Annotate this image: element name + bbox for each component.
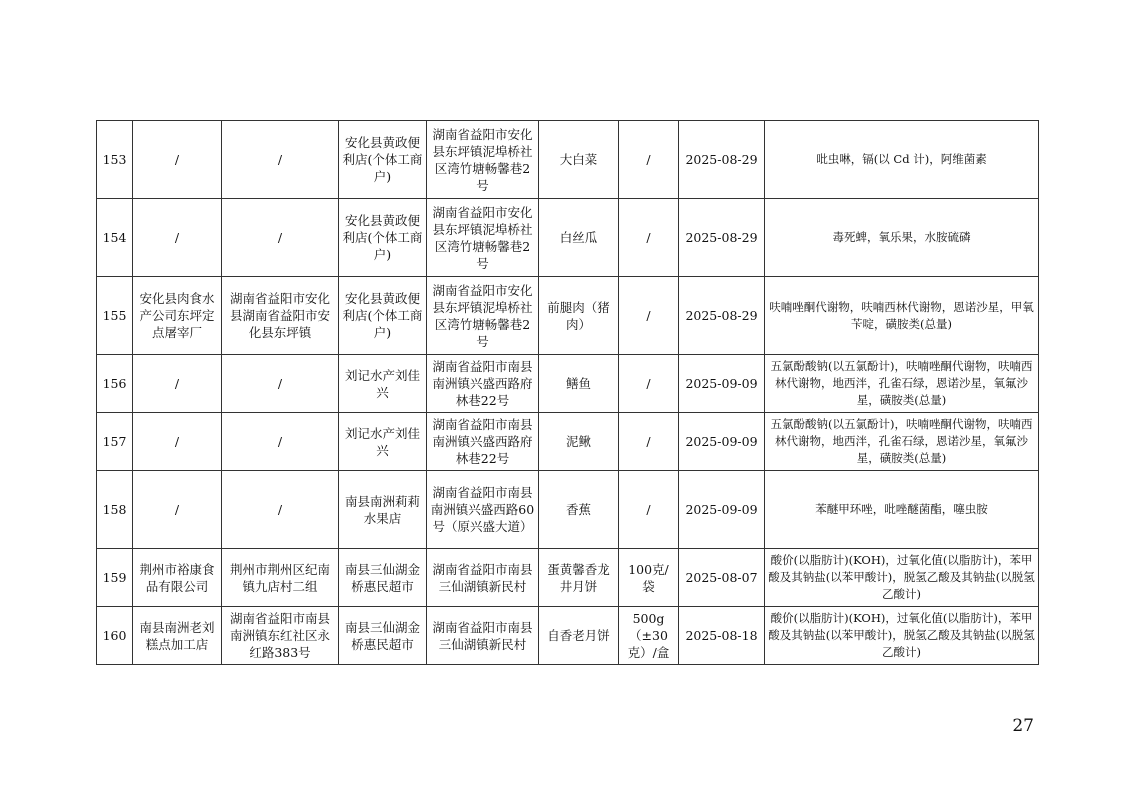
row-number-cell: 160 xyxy=(97,607,133,665)
production-date-cell: 2025-08-18 xyxy=(679,607,765,665)
producer-name-cell: / xyxy=(133,413,222,471)
product-name-cell: 蛋黄馨香龙井月饼 xyxy=(539,549,619,607)
product-name-cell: 白丝瓜 xyxy=(539,199,619,277)
specification-cell: / xyxy=(619,413,679,471)
seller-name-cell: 南县三仙湖金桥惠民超市 xyxy=(339,607,427,665)
producer-address-cell: / xyxy=(222,121,339,199)
production-date-cell: 2025-08-29 xyxy=(679,277,765,355)
table-row xyxy=(97,413,1039,471)
production-date-cell: 2025-09-09 xyxy=(679,355,765,413)
specification-cell: / xyxy=(619,199,679,277)
specification-cell: / xyxy=(619,355,679,413)
row-number-cell: 157 xyxy=(97,413,133,471)
test-items-cell: 五氯酚酸钠(以五氯酚计)，呋喃唑酮代谢物，呋喃西林代谢物，地西泮，孔雀石绿，恩诺沙星，氧氟沙星，磺胺类(总量) xyxy=(765,413,1039,471)
test-items-cell: 毒死蜱，氧乐果，水胺硫磷 xyxy=(765,199,1039,277)
producer-name-cell: / xyxy=(133,471,222,549)
test-items-cell: 苯醚甲环唑，吡唑醚菌酯，噻虫胺 xyxy=(765,471,1039,549)
product-name-cell: 香蕉 xyxy=(539,471,619,549)
test-items-cell: 吡虫啉，镉(以 Cd 计)，阿维菌素 xyxy=(765,121,1039,199)
specification-cell: / xyxy=(619,471,679,549)
specification-cell: 100克/袋 xyxy=(619,549,679,607)
inspection-results-table xyxy=(96,120,1039,665)
seller-address-cell: 湖南省益阳市南县南洲镇兴盛西路府林巷22号 xyxy=(427,355,539,413)
specification-cell: 500g（±30克）/盒 xyxy=(619,607,679,665)
row-number-cell: 154 xyxy=(97,199,133,277)
producer-name-cell: / xyxy=(133,121,222,199)
production-date-cell: 2025-09-09 xyxy=(679,413,765,471)
seller-name-cell: 南县南洲莉莉水果店 xyxy=(339,471,427,549)
test-items-cell: 呋喃唑酮代谢物，呋喃西林代谢物，恩诺沙星，甲氧苄啶，磺胺类(总量) xyxy=(765,277,1039,355)
test-items-cell: 酸价(以脂肪计)(KOH)，过氧化值(以脂肪计)，苯甲酸及其钠盐(以苯甲酸计)，脱氢乙酸及其钠盐(以脱氢乙酸计) xyxy=(765,607,1039,665)
production-date-cell: 2025-08-07 xyxy=(679,549,765,607)
row-number-cell: 153 xyxy=(97,121,133,199)
producer-name-cell: / xyxy=(133,199,222,277)
seller-name-cell: 安化县黄政便利店(个体工商户) xyxy=(339,121,427,199)
product-name-cell: 前腿肉（猪肉） xyxy=(539,277,619,355)
producer-name-cell: 南县南洲老刘糕点加工店 xyxy=(133,607,222,665)
product-name-cell: 自香老月饼 xyxy=(539,607,619,665)
production-date-cell: 2025-08-29 xyxy=(679,199,765,277)
specification-cell: / xyxy=(619,121,679,199)
product-name-cell: 泥鳅 xyxy=(539,413,619,471)
row-number-cell: 155 xyxy=(97,277,133,355)
row-number-cell: 159 xyxy=(97,549,133,607)
producer-name-cell: / xyxy=(133,355,222,413)
seller-name-cell: 刘记水产刘佳兴 xyxy=(339,355,427,413)
specification-cell: / xyxy=(619,277,679,355)
producer-address-cell: / xyxy=(222,471,339,549)
table-row xyxy=(97,471,1039,549)
table-row xyxy=(97,607,1039,665)
producer-address-cell: 湖南省益阳市安化县湖南省益阳市安化县东坪镇 xyxy=(222,277,339,355)
seller-address-cell: 湖南省益阳市南县三仙湖镇新民村 xyxy=(427,607,539,665)
seller-address-cell: 湖南省益阳市安化县东坪镇泥埠桥社区湾竹塘畅馨巷2号 xyxy=(427,199,539,277)
table-row xyxy=(97,355,1039,413)
producer-address-cell: / xyxy=(222,355,339,413)
seller-address-cell: 湖南省益阳市南县三仙湖镇新民村 xyxy=(427,549,539,607)
product-name-cell: 鳝鱼 xyxy=(539,355,619,413)
production-date-cell: 2025-09-09 xyxy=(679,471,765,549)
test-items-cell: 五氯酚酸钠(以五氯酚计)，呋喃唑酮代谢物，呋喃西林代谢物，地西泮，孔雀石绿，恩诺沙星，氧氟沙星，磺胺类(总量) xyxy=(765,355,1039,413)
seller-address-cell: 湖南省益阳市安化县东坪镇泥埠桥社区湾竹塘畅馨巷2号 xyxy=(427,121,539,199)
seller-address-cell: 湖南省益阳市南县南洲镇兴盛西路府林巷22号 xyxy=(427,413,539,471)
table-row xyxy=(97,121,1039,199)
row-number-cell: 158 xyxy=(97,471,133,549)
seller-name-cell: 安化县黄政便利店(个体工商户) xyxy=(339,199,427,277)
seller-address-cell: 湖南省益阳市南县南洲镇兴盛西路60号（原兴盛大道） xyxy=(427,471,539,549)
seller-address-cell: 湖南省益阳市安化县东坪镇泥埠桥社区湾竹塘畅馨巷2号 xyxy=(427,277,539,355)
table-row xyxy=(97,199,1039,277)
page-number: 27 xyxy=(1012,716,1034,736)
production-date-cell: 2025-08-29 xyxy=(679,121,765,199)
table-body xyxy=(97,121,1039,665)
table-row xyxy=(97,277,1039,355)
product-name-cell: 大白菜 xyxy=(539,121,619,199)
seller-name-cell: 刘记水产刘佳兴 xyxy=(339,413,427,471)
seller-name-cell: 南县三仙湖金桥惠民超市 xyxy=(339,549,427,607)
test-items-cell: 酸价(以脂肪计)(KOH)，过氧化值(以脂肪计)，苯甲酸及其钠盐(以苯甲酸计)，脱氢乙酸及其钠盐(以脱氢乙酸计) xyxy=(765,549,1039,607)
producer-address-cell: / xyxy=(222,413,339,471)
producer-address-cell: / xyxy=(222,199,339,277)
seller-name-cell: 安化县黄政便利店(个体工商户) xyxy=(339,277,427,355)
producer-address-cell: 荆州市荆州区纪南镇九店村二组 xyxy=(222,549,339,607)
producer-address-cell: 湖南省益阳市南县南洲镇东红社区永红路383号 xyxy=(222,607,339,665)
row-number-cell: 156 xyxy=(97,355,133,413)
producer-name-cell: 安化县肉食水产公司东坪定点屠宰厂 xyxy=(133,277,222,355)
producer-name-cell: 荆州市裕康食品有限公司 xyxy=(133,549,222,607)
table-row xyxy=(97,549,1039,607)
